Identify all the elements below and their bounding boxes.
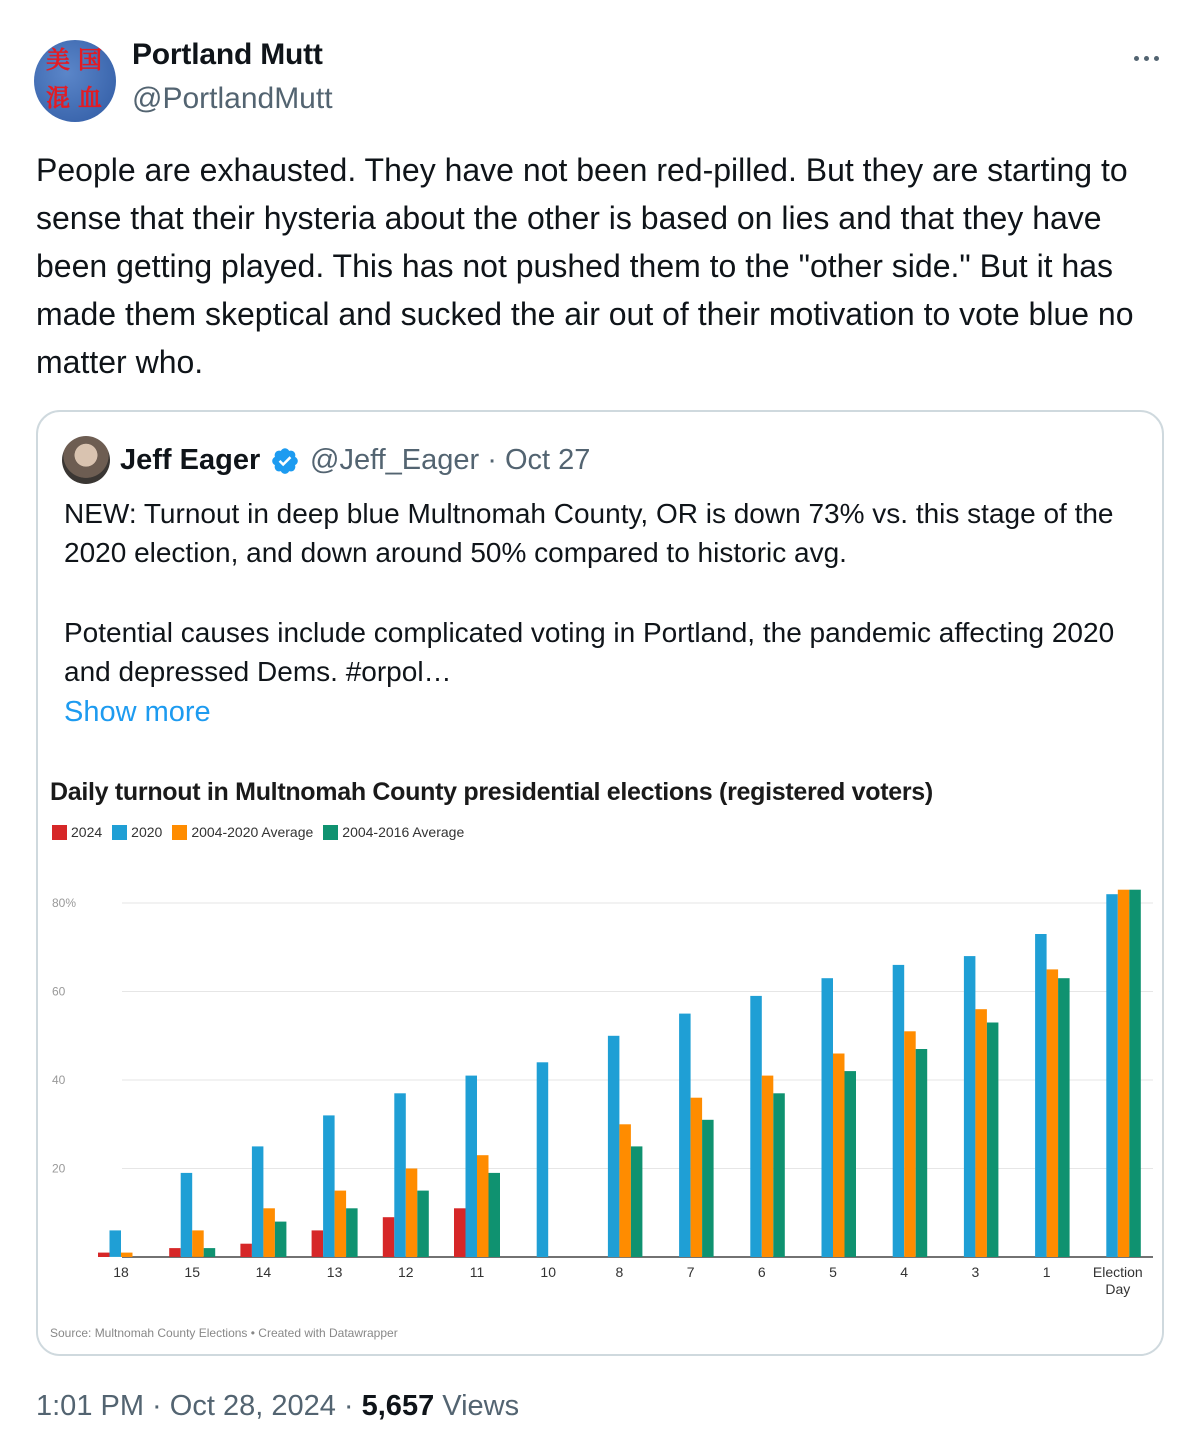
bar-2004-2016-average — [1129, 890, 1141, 1257]
y-tick-label: 80% — [52, 896, 77, 910]
quote-separator: · — [487, 444, 497, 476]
chart-canvas — [38, 762, 1164, 1356]
bar-2004-2016-average — [489, 1173, 501, 1257]
bar-2024 — [98, 1253, 110, 1257]
tweet-text: People are exhausted. They have not been red-pilled. But they are starting to sense that their hysteria about the other is based on lies and that they have been getting played. This has not pushed them to the "other side." But it has made them skeptical and sucked the air out of their motivation to vote blue no matter who. — [36, 152, 1134, 380]
x-tick-label: Day — [1105, 1281, 1131, 1297]
x-tick-label: 12 — [398, 1264, 414, 1280]
meta-separator: · — [335, 1390, 362, 1422]
bar-2020 — [608, 1036, 620, 1257]
y-tick-label: 20 — [52, 1161, 66, 1176]
legend-swatch — [52, 825, 67, 840]
bar-2004-2020-average — [477, 1155, 489, 1257]
y-tick-label: 60 — [52, 984, 66, 999]
x-tick-label: 10 — [540, 1264, 556, 1280]
bar-2020 — [1106, 894, 1118, 1257]
x-tick-label: 13 — [326, 1264, 343, 1280]
bar-2004-2020-average — [406, 1169, 418, 1258]
x-tick-label: 11 — [469, 1264, 485, 1280]
x-tick-label: 4 — [900, 1264, 909, 1280]
meta-separator: · — [144, 1390, 170, 1422]
quote-author-handle-date[interactable] — [310, 444, 590, 477]
tweet-date[interactable]: Oct 28, 2024 — [169, 1390, 336, 1422]
bar-2004-2016-average — [275, 1222, 287, 1257]
avatar-char: 混 — [46, 84, 70, 112]
x-tick-label: 6 — [757, 1264, 766, 1280]
bar-2004-2016-average — [987, 1023, 999, 1258]
bar-2004-2020-average — [263, 1208, 275, 1257]
bar-2024 — [383, 1217, 395, 1257]
x-tick-label: 14 — [255, 1264, 272, 1280]
chart-source: Source: Multnomah County Elections • Created with Datawrapper — [50, 1326, 398, 1340]
x-tick-label: 1 — [1042, 1264, 1051, 1280]
chart-legend — [52, 824, 474, 840]
bar-2024 — [454, 1208, 466, 1257]
bar-2020 — [679, 1014, 691, 1257]
legend-item — [52, 824, 102, 840]
bar-2004-2020-average — [192, 1230, 204, 1257]
y-tick-label: 40 — [52, 1073, 66, 1087]
bar-2004-2016-average — [417, 1191, 429, 1257]
x-tick-label: 18 — [113, 1264, 129, 1280]
bar-2020 — [110, 1230, 122, 1257]
legend-item — [112, 824, 162, 840]
bar-2004-2020-average — [1118, 890, 1130, 1257]
bar-2004-2020-average — [904, 1031, 916, 1257]
bar-2004-2020-average — [691, 1098, 703, 1257]
bar-2020 — [394, 1093, 406, 1257]
quote-author-name[interactable]: Jeff Eager — [120, 444, 261, 476]
bar-2020 — [750, 996, 762, 1257]
chart-title: Daily turnout in Multnomah County presidential elections (registered voters) — [50, 778, 933, 806]
quote-paragraph: NEW: Turnout in deep blue Multnomah County, OR is down 73% vs. this stage of the 2020 election, and down around 50% compared to historic avg. — [64, 498, 1114, 568]
bar-2004-2016-average — [773, 1093, 785, 1257]
tweet-meta — [36, 1390, 519, 1423]
x-tick-label: 5 — [829, 1264, 837, 1280]
author-handle[interactable]: @PortlandMutt — [132, 82, 333, 115]
bar-2020 — [1035, 934, 1047, 1257]
bar-2004-2016-average — [916, 1049, 928, 1257]
bar-2004-2016-average — [204, 1248, 216, 1257]
author-avatar[interactable] — [34, 40, 116, 122]
bar-2004-2020-average — [1047, 969, 1059, 1257]
bar-2020 — [893, 965, 905, 1257]
bar-2020 — [964, 956, 976, 1257]
bar-2004-2020-average — [335, 1191, 347, 1257]
quote-paragraph: Potential causes include complicated voting in Portland, the pandemic affecting 2020 and depressed Dems. #orpol… — [64, 617, 1115, 687]
x-tick-label: Election — [1092, 1264, 1143, 1280]
quote-handle: @Jeff_Eager — [310, 444, 480, 476]
turnout-chart — [38, 762, 1164, 1356]
legend-label: 2020 — [131, 824, 163, 840]
legend-item — [323, 824, 464, 840]
bar-2020 — [323, 1115, 335, 1257]
show-more-link[interactable]: Show more — [64, 696, 211, 728]
bar-2024 — [240, 1244, 252, 1257]
bar-2004-2016-average — [631, 1146, 643, 1257]
quote-author-avatar[interactable] — [62, 436, 110, 484]
legend-item — [172, 824, 313, 840]
bar-2020 — [252, 1146, 264, 1257]
x-tick-label: 7 — [686, 1264, 695, 1280]
author-name[interactable]: Portland Mutt — [132, 38, 323, 71]
views-label: Views — [434, 1390, 520, 1422]
bar-2004-2016-average — [346, 1208, 358, 1257]
bar-2004-2020-average — [975, 1009, 987, 1257]
avatar-char: 美 — [46, 46, 70, 74]
quoted-tweet[interactable] — [36, 410, 1164, 1356]
avatar-char: 国 — [78, 46, 102, 74]
avatar-char: 血 — [78, 84, 102, 112]
bar-2020 — [537, 1062, 549, 1257]
legend-label: 2004-2016 Average — [342, 824, 465, 840]
legend-swatch — [112, 825, 127, 840]
bar-2024 — [312, 1230, 324, 1257]
verified-badge-icon — [270, 446, 300, 476]
quote-date: Oct 27 — [504, 444, 591, 476]
legend-label: 2004-2020 Average — [191, 824, 314, 840]
x-tick-label: 8 — [615, 1264, 624, 1280]
tweet-time[interactable]: 1:01 PM — [36, 1390, 144, 1422]
bar-2004-2016-average — [845, 1071, 857, 1257]
bar-2004-2020-average — [619, 1124, 631, 1257]
bar-2004-2016-average — [1058, 978, 1070, 1257]
x-tick-label: 3 — [971, 1264, 980, 1280]
views-count: 5,657 — [361, 1390, 435, 1422]
bar-2020 — [181, 1173, 193, 1257]
bar-2020 — [466, 1076, 478, 1257]
more-options-icon[interactable] — [1128, 48, 1164, 68]
bar-2024 — [169, 1248, 181, 1257]
bar-2004-2020-average — [762, 1076, 774, 1257]
legend-label: 2024 — [71, 824, 103, 840]
quote-text — [64, 494, 1144, 691]
bar-2004-2016-average — [702, 1120, 714, 1257]
legend-swatch — [172, 825, 187, 840]
legend-swatch — [323, 825, 338, 840]
bar-2004-2020-average — [833, 1054, 845, 1258]
bar-2004-2020-average — [121, 1253, 133, 1257]
x-tick-label: 15 — [184, 1264, 200, 1280]
bar-2020 — [822, 978, 834, 1257]
